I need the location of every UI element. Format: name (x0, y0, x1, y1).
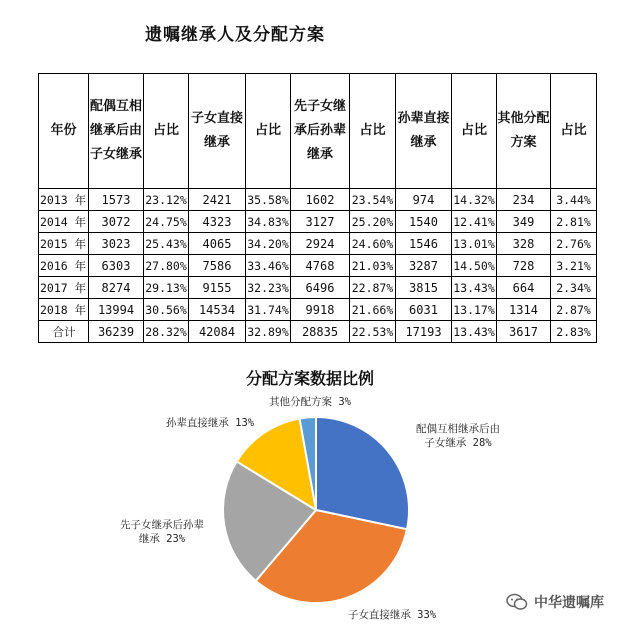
pie-slice-label: 子女直接继承 33% (347, 609, 437, 621)
header-grandchildren-direct: 孙辈直接继承 (396, 74, 452, 189)
pie-slice-label: 子女继承 28% (424, 437, 492, 449)
cell-count: 4065 (189, 233, 246, 255)
header-children-then-grandchildren: 先子女继承后孙辈继承 (291, 74, 350, 189)
cell-year: 2014 年 (39, 211, 89, 233)
cell-count: 3127 (291, 211, 350, 233)
cell-share: 33.46% (246, 255, 291, 277)
cell-share: 32.23% (246, 277, 291, 299)
cell-share: 23.54% (350, 189, 396, 211)
cell-count: 6303 (89, 255, 144, 277)
document-title: 遗嘱继承人及分配方案 (145, 25, 325, 45)
cell-count: 2421 (189, 189, 246, 211)
cell-share: 34.20% (246, 233, 291, 255)
cell-share: 13.01% (452, 233, 497, 255)
cell-share: 12.41% (452, 211, 497, 233)
pie-slice-label: 先子女继承后孙辈 (120, 519, 204, 531)
cell-count: 234 (497, 189, 551, 211)
header-year: 年份 (39, 74, 89, 189)
header-share: 占比 (551, 74, 597, 189)
cell-share: 3.44% (551, 189, 597, 211)
cell-share: 22.53% (350, 321, 396, 343)
cell-share: 21.66% (350, 299, 396, 321)
cell-count: 28835 (291, 321, 350, 343)
cell-share: 2.83% (551, 321, 597, 343)
cell-count: 3287 (396, 255, 452, 277)
cell-count: 974 (396, 189, 452, 211)
pie-slice-label: 其他分配方案 3% (269, 396, 351, 408)
cell-count: 349 (497, 211, 551, 233)
cell-share: 25.20% (350, 211, 396, 233)
cell-count: 664 (497, 277, 551, 299)
cell-count: 17193 (396, 321, 452, 343)
cell-share: 23.12% (144, 189, 189, 211)
cell-year: 2017 年 (39, 277, 89, 299)
cell-count: 3072 (89, 211, 144, 233)
cell-share: 25.43% (144, 233, 189, 255)
cell-count: 3815 (396, 277, 452, 299)
cell-share: 29.13% (144, 277, 189, 299)
pie-slice-label: 继承 23% (138, 533, 186, 545)
cell-share: 14.50% (452, 255, 497, 277)
cell-count: 1573 (89, 189, 144, 211)
cell-count: 9155 (189, 277, 246, 299)
cell-count: 42084 (189, 321, 246, 343)
cell-share: 27.80% (144, 255, 189, 277)
chart-title: 分配方案数据比例 (245, 369, 374, 388)
cell-count: 328 (497, 233, 551, 255)
cell-count: 36239 (89, 321, 144, 343)
cell-count: 9918 (291, 299, 350, 321)
pie-slice-label: 配偶互相继承后由 (416, 423, 500, 435)
header-share: 占比 (144, 74, 189, 189)
header-spouse-then-children: 配偶互相继承后由子女继承 (89, 74, 144, 189)
cell-share: 2.34% (551, 277, 597, 299)
header-share: 占比 (350, 74, 396, 189)
header-children-direct: 子女直接继承 (189, 74, 246, 189)
cell-share: 30.56% (144, 299, 189, 321)
cell-share: 2.81% (551, 211, 597, 233)
watermark (506, 592, 604, 612)
cell-share: 14.32% (452, 189, 497, 211)
cell-share: 22.87% (350, 277, 396, 299)
cell-count: 7586 (189, 255, 246, 277)
cell-share: 24.60% (350, 233, 396, 255)
cell-share: 13.43% (452, 321, 497, 343)
wechat-icon (506, 593, 528, 611)
cell-share: 34.83% (246, 211, 291, 233)
cell-year: 2015 年 (39, 233, 89, 255)
cell-share: 13.17% (452, 299, 497, 321)
header-share: 占比 (452, 74, 497, 189)
cell-share: 32.89% (246, 321, 291, 343)
cell-count: 4768 (291, 255, 350, 277)
cell-count: 1602 (291, 189, 350, 211)
cell-count: 2924 (291, 233, 350, 255)
watermark-text: 中华遗嘱库 (534, 595, 604, 611)
cell-year: 合计 (39, 321, 89, 343)
cell-count: 6496 (291, 277, 350, 299)
cell-share: 24.75% (144, 211, 189, 233)
cell-share: 21.03% (350, 255, 396, 277)
cell-share: 3.21% (551, 255, 597, 277)
header-share: 占比 (246, 74, 291, 189)
cell-share: 31.74% (246, 299, 291, 321)
header-other-plans: 其他分配方案 (497, 74, 551, 189)
cell-year: 2013 年 (39, 189, 89, 211)
cell-count: 1314 (497, 299, 551, 321)
cell-count: 3023 (89, 233, 144, 255)
cell-count: 3617 (497, 321, 551, 343)
cell-share: 28.32% (144, 321, 189, 343)
cell-count: 6031 (396, 299, 452, 321)
cell-count: 4323 (189, 211, 246, 233)
cell-count: 14534 (189, 299, 246, 321)
cell-count: 1546 (396, 233, 452, 255)
cell-year: 2018 年 (39, 299, 89, 321)
cell-share: 2.87% (551, 299, 597, 321)
cell-count: 728 (497, 255, 551, 277)
cell-count: 13994 (89, 299, 144, 321)
cell-count: 1540 (396, 211, 452, 233)
cell-count: 8274 (89, 277, 144, 299)
cell-year: 2016 年 (39, 255, 89, 277)
pie-slice-label: 孙辈直接继承 13% (165, 417, 255, 429)
cell-share: 13.43% (452, 277, 497, 299)
cell-share: 2.76% (551, 233, 597, 255)
cell-share: 35.58% (246, 189, 291, 211)
